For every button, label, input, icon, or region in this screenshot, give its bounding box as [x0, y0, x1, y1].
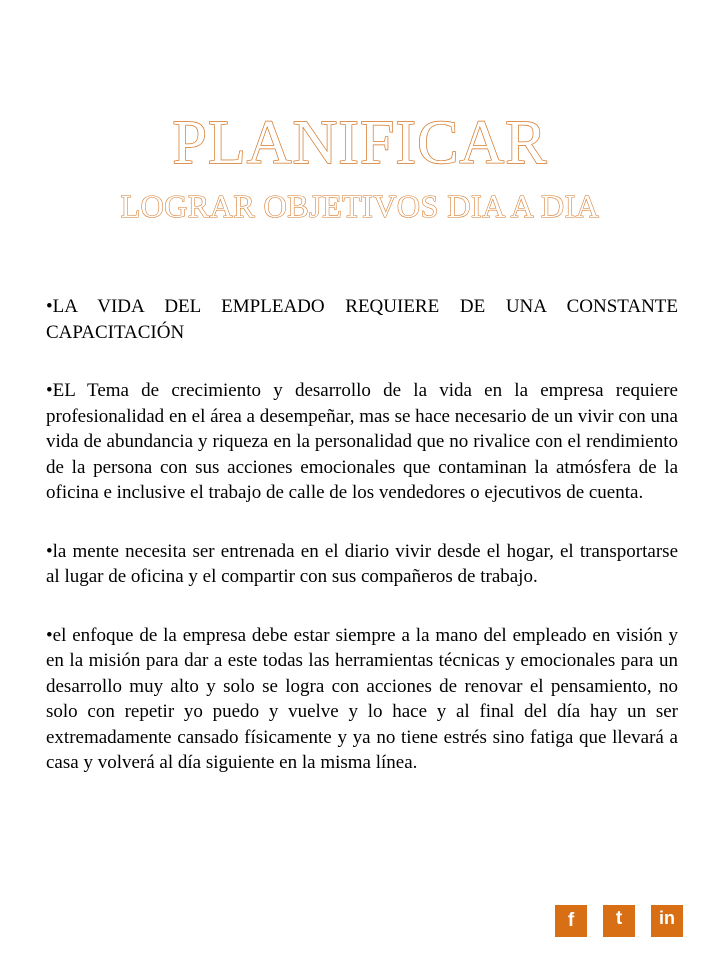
body-content	[46, 294, 678, 809]
paragraph-1: •LA VIDA DEL EMPLEADO REQUIERE DE UNA CONSTANTE CAPACITACIÓN	[46, 296, 678, 343]
paragraph-2: •EL Tema de crecimiento y desarrollo de la vida en la empresa requiere profesionalidad en el área a desempeñar, mas se hace necesario de un vivir con una vida de abundancia y riqueza en la personalidad que no rivalice con el rendimiento de la persona con sus acciones emocionales que contaminan la atmósfera de la oficina e inclusive el trabajo de calle de los vendedores o ejecutivos de cuenta.	[46, 380, 678, 503]
facebook-icon[interactable]: f	[555, 905, 587, 937]
paragraph-4: •el enfoque de la empresa debe estar siempre a la mano del empleado en visión y en la misión para dar a este todas las herramientas técnicas y emocionales para un desarrollo muy alto y solo se logra con acciones de renovar el pensamiento, no solo con repetir yo puedo y vuelve y lo hace y al final del día hay un ser extremadamente cansado físicamente y ya no tiene estrés sino fatiga que llevará a casa y volverá al día siguiente en la misma línea.	[46, 624, 678, 773]
paragraph-3: •la mente necesita ser entrenada en el diario vivir desde el hogar, el transportarse al lugar de oficina y el compartir con sus compañeros de trabajo.	[46, 540, 678, 587]
page-subtitle: LOGRAR OBJETIVOS DIA A DIA	[120, 188, 600, 224]
page-title: PLANIFICAR	[172, 109, 548, 177]
twitter-icon[interactable]: t	[603, 905, 635, 937]
linkedin-icon[interactable]: in	[651, 905, 683, 937]
